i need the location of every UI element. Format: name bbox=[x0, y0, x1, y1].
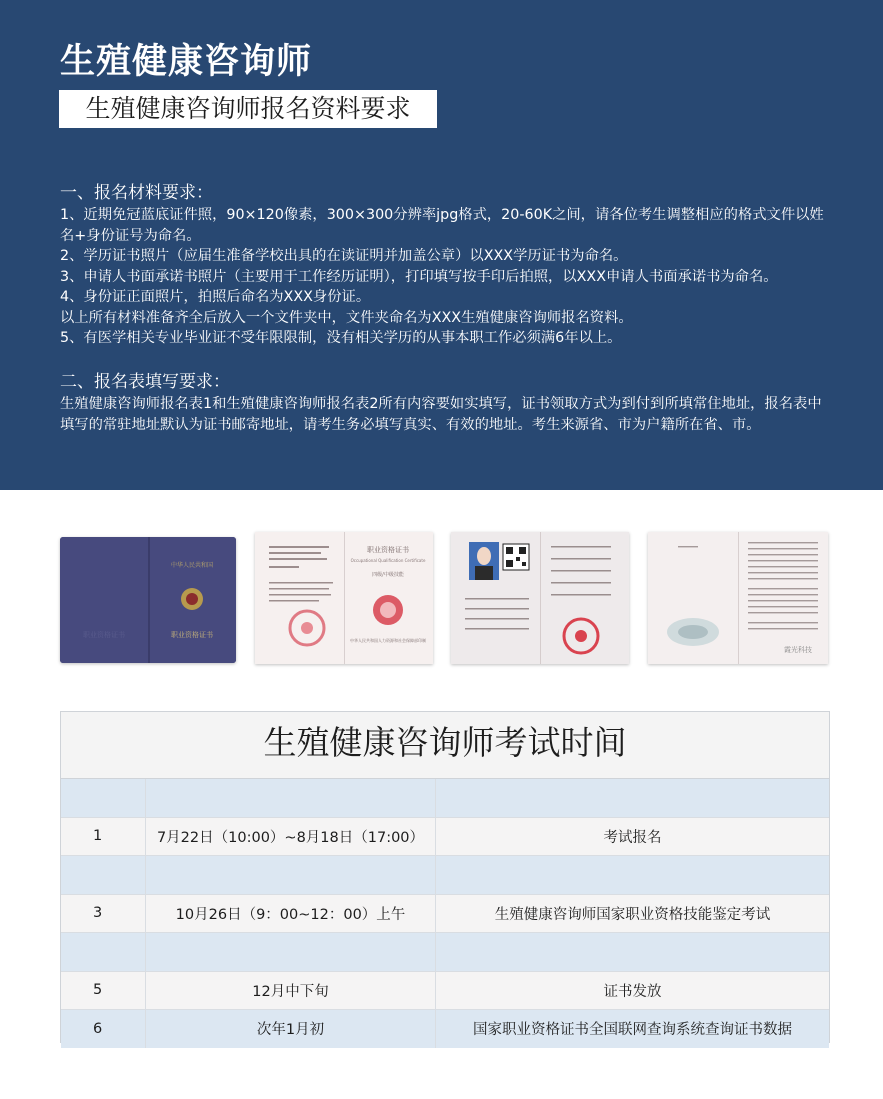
row-time: 10月26日（9：00~12：00）上午 bbox=[146, 895, 436, 933]
certificate-photos bbox=[0, 532, 883, 667]
row-time: 次年1月初 bbox=[146, 1010, 436, 1048]
row-event: 考试报名 bbox=[603, 829, 662, 846]
row-number bbox=[61, 779, 146, 817]
certificate-inside-icon bbox=[255, 532, 433, 664]
row-event bbox=[436, 933, 829, 971]
row-event bbox=[436, 779, 829, 817]
schedule-title: 生殖健康咨询师考试时间 bbox=[61, 712, 829, 779]
section-materials bbox=[60, 181, 830, 349]
section-form-title: 二、报名表填写要求： bbox=[60, 372, 230, 392]
subtitle-box: 生殖健康咨询师报名资料要求 bbox=[59, 90, 437, 128]
row-event: 国家职业资格证书全国联网查询系统查询证书数据 bbox=[473, 1022, 792, 1039]
row-number: 3 bbox=[61, 895, 146, 933]
row-number: 1 bbox=[61, 818, 146, 856]
row-number: 6 bbox=[61, 1010, 146, 1048]
materials-line-4: 4、身份证正面照片，拍照后命名为XXX身份证。 bbox=[60, 289, 371, 305]
certificate-cover-image bbox=[60, 537, 236, 663]
row-time: 7月22日（10:00）~8月18日（17:00） bbox=[146, 818, 436, 856]
materials-line-3: 3、申请人书面承诺书照片（主要用于工作经历证明），打印填写按手印后拍照，以XXX申请人书面承诺书为命名。 bbox=[60, 268, 778, 285]
row-number bbox=[61, 856, 146, 894]
materials-line-2: 2、学历证书照片（应届生准备学校出具的在读证明并加盖公章）以XXX学历证书为命名。 bbox=[60, 248, 628, 264]
section-form bbox=[60, 370, 830, 435]
certificate-back-image bbox=[648, 532, 828, 664]
svg-text:中华人民共和国: 中华人民共和国 bbox=[170, 562, 214, 569]
table-row bbox=[61, 779, 829, 818]
section-materials-title: 一、报名材料要求： bbox=[60, 183, 213, 203]
svg-text:职业资格证书: 职业资格证书 bbox=[83, 631, 125, 639]
exam-schedule-table bbox=[60, 711, 830, 1043]
certificate-back-icon bbox=[648, 532, 828, 664]
cover-title: 职业资格证书 bbox=[171, 631, 213, 639]
materials-line-5: 以上所有材料准备齐全后放入一个文件夹中，文件夹命名为XXX生殖健康咨询师报名资料。 bbox=[60, 309, 633, 326]
watermark-text: 霞光科技 bbox=[784, 646, 812, 654]
table-row bbox=[61, 856, 829, 895]
row-event bbox=[436, 856, 829, 894]
row-number bbox=[61, 933, 146, 971]
table-row bbox=[61, 972, 829, 1011]
row-time bbox=[146, 856, 436, 894]
cert-level: 四级/中级技能 bbox=[372, 572, 404, 578]
row-event: 证书发放 bbox=[603, 983, 662, 1000]
table-row bbox=[61, 933, 829, 972]
cert-issuer: 中华人民共和国人力资源和社会保障部印制 bbox=[350, 638, 426, 643]
certificate-inside-image bbox=[255, 532, 433, 664]
cert-header: 职业资格证书 bbox=[367, 546, 409, 554]
form-requirements-text: 生殖健康咨询师报名表1和生殖健康咨询师报名表2所有内容要如实填写，证书领取方式为到付到所填常住地址，报名表中填写的常驻地址默认为证书邮寄地址，请考生务必填写真实、有效的地址。考生来源省、市为户籍所在省、市。 bbox=[60, 396, 822, 433]
header-banner bbox=[0, 0, 883, 490]
row-number: 5 bbox=[61, 972, 146, 1010]
row-event: 生殖健康咨询师国家职业资格技能鉴定考试 bbox=[494, 906, 771, 923]
cert-sub: Occupational Qualification Certificate bbox=[350, 558, 426, 563]
table-row bbox=[61, 1010, 829, 1048]
table-row bbox=[61, 895, 829, 934]
certificate-id-page-image bbox=[451, 532, 629, 664]
page-title: 生殖健康咨询师 bbox=[60, 41, 313, 82]
certificate-cover-icon bbox=[60, 537, 236, 663]
materials-line-6: 5、有医学相关专业毕业证不受年限限制，没有相关学历的从事本职工作必须满6年以上。 bbox=[60, 330, 622, 346]
table-row bbox=[61, 818, 829, 857]
row-time bbox=[146, 779, 436, 817]
certificate-id-page-icon bbox=[451, 532, 629, 664]
row-time bbox=[146, 933, 436, 971]
materials-line-1: 1、近期免冠蓝底证件照，90×120像素，300×300分辨率jpg格式，20-60K之间，请各位考生调整相应的格式文件以姓名+身份证号为命名。 bbox=[60, 207, 824, 244]
row-time: 12月中下旬 bbox=[146, 972, 436, 1010]
